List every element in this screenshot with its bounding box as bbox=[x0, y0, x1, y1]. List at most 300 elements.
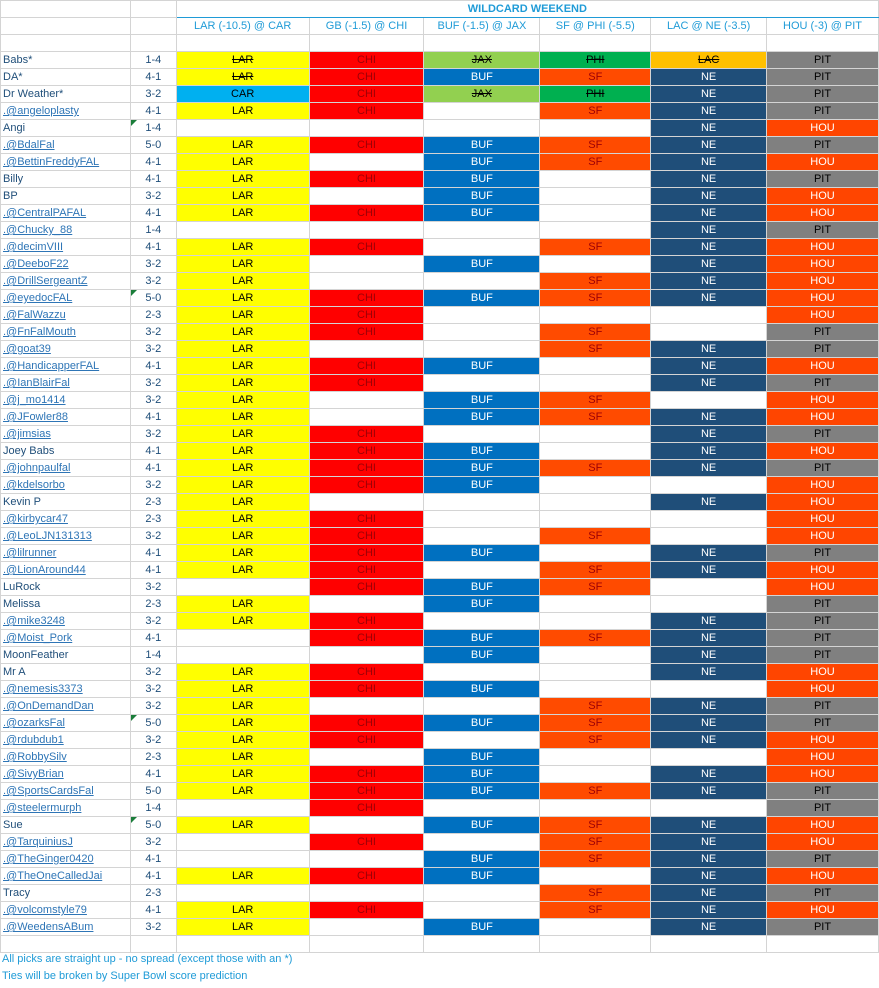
player-name[interactable]: .@DeeboF22 bbox=[1, 256, 131, 273]
pick-cell[interactable]: LAR bbox=[176, 52, 309, 69]
pick-cell[interactable]: BUF bbox=[424, 69, 540, 86]
player-record[interactable]: 4-1 bbox=[130, 766, 176, 783]
pick-cell[interactable]: CHI bbox=[309, 664, 424, 681]
pick-cell[interactable]: NE bbox=[651, 341, 767, 358]
player-record[interactable]: 3-2 bbox=[130, 273, 176, 290]
pick-cell[interactable]: LAR bbox=[176, 290, 309, 307]
player-name[interactable]: .@ozarksFal bbox=[1, 715, 131, 732]
pick-cell[interactable]: CHI bbox=[309, 715, 424, 732]
empty-pick-cell[interactable] bbox=[309, 341, 424, 358]
pick-cell[interactable]: CHI bbox=[309, 511, 424, 528]
empty-cell[interactable] bbox=[424, 35, 540, 52]
empty-cell[interactable] bbox=[309, 936, 424, 953]
pick-cell[interactable]: CHI bbox=[309, 868, 424, 885]
pick-cell[interactable]: LAR bbox=[176, 817, 309, 834]
player-name[interactable]: .@JFowler88 bbox=[1, 409, 131, 426]
empty-pick-cell[interactable] bbox=[424, 562, 540, 579]
player-name[interactable]: .@SivyBrian bbox=[1, 766, 131, 783]
empty-pick-cell[interactable] bbox=[651, 528, 767, 545]
pick-cell[interactable]: HOU bbox=[767, 749, 879, 766]
empty-pick-cell[interactable] bbox=[309, 409, 424, 426]
empty-pick-cell[interactable] bbox=[651, 749, 767, 766]
pick-cell[interactable]: PIT bbox=[767, 783, 879, 800]
player-record[interactable]: 3-2 bbox=[130, 188, 176, 205]
pick-cell[interactable]: PIT bbox=[767, 919, 879, 936]
pick-cell[interactable]: BUF bbox=[424, 817, 540, 834]
pick-cell[interactable]: BUF bbox=[424, 749, 540, 766]
pick-cell[interactable]: NE bbox=[651, 715, 767, 732]
pick-cell[interactable]: HOU bbox=[767, 528, 879, 545]
empty-pick-cell[interactable] bbox=[424, 375, 540, 392]
empty-cell[interactable] bbox=[767, 936, 879, 953]
pick-cell[interactable]: CHI bbox=[309, 800, 424, 817]
pick-cell[interactable]: HOU bbox=[767, 902, 879, 919]
empty-pick-cell[interactable] bbox=[540, 647, 651, 664]
empty-cell[interactable] bbox=[540, 936, 651, 953]
pick-cell[interactable]: CHI bbox=[309, 579, 424, 596]
player-record[interactable]: 3-2 bbox=[130, 426, 176, 443]
player-record[interactable]: 4-1 bbox=[130, 868, 176, 885]
player-record[interactable]: 3-2 bbox=[130, 919, 176, 936]
empty-cell[interactable] bbox=[1, 1, 131, 18]
pick-cell[interactable]: SF bbox=[540, 715, 651, 732]
empty-pick-cell[interactable] bbox=[651, 477, 767, 494]
player-name[interactable]: Sue bbox=[1, 817, 131, 834]
pick-cell[interactable]: SF bbox=[540, 885, 651, 902]
game-header[interactable]: BUF (-1.5) @ JAX bbox=[424, 18, 540, 35]
pick-cell[interactable]: BUF bbox=[424, 409, 540, 426]
empty-pick-cell[interactable] bbox=[424, 341, 540, 358]
empty-pick-cell[interactable] bbox=[309, 596, 424, 613]
empty-pick-cell[interactable] bbox=[309, 494, 424, 511]
pick-cell[interactable]: SF bbox=[540, 69, 651, 86]
pick-cell[interactable]: BUF bbox=[424, 868, 540, 885]
pick-cell[interactable]: CHI bbox=[309, 613, 424, 630]
player-name[interactable]: .@decimVIII bbox=[1, 239, 131, 256]
pick-cell[interactable]: HOU bbox=[767, 205, 879, 222]
pick-cell[interactable]: LAR bbox=[176, 766, 309, 783]
player-name[interactable]: .@BdalFal bbox=[1, 137, 131, 154]
player-name[interactable]: .@rdubdub1 bbox=[1, 732, 131, 749]
pick-cell[interactable]: HOU bbox=[767, 511, 879, 528]
empty-pick-cell[interactable] bbox=[309, 256, 424, 273]
pick-cell[interactable]: CAR bbox=[176, 86, 309, 103]
empty-pick-cell[interactable] bbox=[651, 307, 767, 324]
pick-cell[interactable]: CHI bbox=[309, 732, 424, 749]
pick-cell[interactable]: BUF bbox=[424, 596, 540, 613]
player-record[interactable]: 2-3 bbox=[130, 885, 176, 902]
player-record[interactable]: 3-2 bbox=[130, 528, 176, 545]
pick-cell[interactable]: PIT bbox=[767, 324, 879, 341]
empty-pick-cell[interactable] bbox=[540, 800, 651, 817]
player-name[interactable]: Babs* bbox=[1, 52, 131, 69]
pick-cell[interactable]: LAR bbox=[176, 902, 309, 919]
player-record[interactable]: 4-1 bbox=[130, 443, 176, 460]
pick-cell[interactable]: CHI bbox=[309, 375, 424, 392]
empty-pick-cell[interactable] bbox=[176, 885, 309, 902]
pick-cell[interactable]: HOU bbox=[767, 834, 879, 851]
pick-cell[interactable]: HOU bbox=[767, 766, 879, 783]
pick-cell[interactable]: SF bbox=[540, 392, 651, 409]
pick-cell[interactable]: BUF bbox=[424, 137, 540, 154]
empty-pick-cell[interactable] bbox=[540, 256, 651, 273]
pick-cell[interactable]: LAR bbox=[176, 171, 309, 188]
player-record[interactable]: 4-1 bbox=[130, 239, 176, 256]
player-name[interactable]: .@FalWazzu bbox=[1, 307, 131, 324]
pick-cell[interactable]: CHI bbox=[309, 290, 424, 307]
empty-pick-cell[interactable] bbox=[424, 324, 540, 341]
empty-pick-cell[interactable] bbox=[176, 630, 309, 647]
player-record[interactable]: 4-1 bbox=[130, 205, 176, 222]
pick-cell[interactable]: NE bbox=[651, 766, 767, 783]
empty-pick-cell[interactable] bbox=[540, 545, 651, 562]
pick-cell[interactable]: CHI bbox=[309, 171, 424, 188]
player-name[interactable]: .@HandicapperFAL bbox=[1, 358, 131, 375]
player-name[interactable]: .@Moist_Pork bbox=[1, 630, 131, 647]
empty-pick-cell[interactable] bbox=[309, 817, 424, 834]
player-name[interactable]: Billy bbox=[1, 171, 131, 188]
player-name[interactable]: .@LionAround44 bbox=[1, 562, 131, 579]
player-name[interactable]: .@LeoLJN131313 bbox=[1, 528, 131, 545]
pick-cell[interactable]: HOU bbox=[767, 681, 879, 698]
pick-cell[interactable]: LAR bbox=[176, 341, 309, 358]
pick-cell[interactable]: HOU bbox=[767, 562, 879, 579]
player-name[interactable]: .@nemesis3373 bbox=[1, 681, 131, 698]
player-record[interactable]: 4-1 bbox=[130, 902, 176, 919]
pick-cell[interactable]: NE bbox=[651, 205, 767, 222]
pick-cell[interactable]: CHI bbox=[309, 103, 424, 120]
pick-cell[interactable]: NE bbox=[651, 851, 767, 868]
pick-cell[interactable]: CHI bbox=[309, 52, 424, 69]
pick-cell[interactable]: BUF bbox=[424, 919, 540, 936]
pick-cell[interactable]: NE bbox=[651, 732, 767, 749]
player-record[interactable]: 3-2 bbox=[130, 324, 176, 341]
player-name[interactable]: .@johnpaulfal bbox=[1, 460, 131, 477]
pick-cell[interactable]: PIT bbox=[767, 426, 879, 443]
pick-cell[interactable]: HOU bbox=[767, 392, 879, 409]
empty-pick-cell[interactable] bbox=[540, 358, 651, 375]
pick-cell[interactable]: CHI bbox=[309, 630, 424, 647]
game-header[interactable]: LAC @ NE (-3.5) bbox=[651, 18, 767, 35]
empty-cell[interactable] bbox=[1, 18, 131, 35]
pick-cell[interactable]: BUF bbox=[424, 460, 540, 477]
pick-cell[interactable]: HOU bbox=[767, 494, 879, 511]
pick-cell[interactable]: LAR bbox=[176, 154, 309, 171]
pick-cell[interactable]: BUF bbox=[424, 681, 540, 698]
pick-cell[interactable]: PIT bbox=[767, 222, 879, 239]
pick-cell[interactable]: HOU bbox=[767, 273, 879, 290]
player-record[interactable]: 3-2 bbox=[130, 698, 176, 715]
player-record[interactable]: 3-2 bbox=[130, 732, 176, 749]
pick-cell[interactable]: CHI bbox=[309, 834, 424, 851]
empty-pick-cell[interactable] bbox=[540, 919, 651, 936]
player-name[interactable]: .@volcomstyle79 bbox=[1, 902, 131, 919]
player-name[interactable]: .@j_mo1414 bbox=[1, 392, 131, 409]
pick-cell[interactable]: LAR bbox=[176, 239, 309, 256]
pick-cell[interactable]: HOU bbox=[767, 188, 879, 205]
pick-cell[interactable]: NE bbox=[651, 817, 767, 834]
pick-cell[interactable]: CHI bbox=[309, 69, 424, 86]
pick-cell[interactable]: NE bbox=[651, 256, 767, 273]
empty-pick-cell[interactable] bbox=[540, 664, 651, 681]
pick-cell[interactable]: LAR bbox=[176, 562, 309, 579]
pick-cell[interactable]: PIT bbox=[767, 851, 879, 868]
pick-cell[interactable]: BUF bbox=[424, 647, 540, 664]
pick-cell[interactable]: CHI bbox=[309, 545, 424, 562]
player-record[interactable]: 1-4 bbox=[130, 800, 176, 817]
empty-pick-cell[interactable] bbox=[651, 511, 767, 528]
pick-cell[interactable]: LAR bbox=[176, 596, 309, 613]
pick-cell[interactable]: LAR bbox=[176, 681, 309, 698]
player-record[interactable]: 4-1 bbox=[130, 630, 176, 647]
player-record[interactable]: 4-1 bbox=[130, 460, 176, 477]
pick-cell[interactable]: BUF bbox=[424, 579, 540, 596]
pick-cell[interactable]: NE bbox=[651, 103, 767, 120]
empty-pick-cell[interactable] bbox=[309, 392, 424, 409]
player-record[interactable]: 3-2 bbox=[130, 579, 176, 596]
game-header[interactable]: LAR (-10.5) @ CAR bbox=[176, 18, 309, 35]
empty-pick-cell[interactable] bbox=[540, 749, 651, 766]
pick-cell[interactable]: PIT bbox=[767, 460, 879, 477]
pick-cell[interactable]: BUF bbox=[424, 290, 540, 307]
empty-cell[interactable] bbox=[130, 1, 176, 18]
player-record[interactable]: 1-4 bbox=[130, 52, 176, 69]
pick-cell[interactable]: CHI bbox=[309, 205, 424, 222]
player-name[interactable]: .@steelermurph bbox=[1, 800, 131, 817]
pick-cell[interactable]: LAR bbox=[176, 868, 309, 885]
pick-cell[interactable]: PHI bbox=[540, 86, 651, 103]
pick-cell[interactable]: NE bbox=[651, 834, 767, 851]
player-name[interactable]: .@angeloplasty bbox=[1, 103, 131, 120]
pick-cell[interactable]: LAR bbox=[176, 494, 309, 511]
player-name[interactable]: .@kdelsorbo bbox=[1, 477, 131, 494]
pick-cell[interactable]: PIT bbox=[767, 545, 879, 562]
pick-cell[interactable]: NE bbox=[651, 443, 767, 460]
pick-cell[interactable]: CHI bbox=[309, 562, 424, 579]
game-header[interactable]: GB (-1.5) @ CHI bbox=[309, 18, 424, 35]
pick-cell[interactable]: NE bbox=[651, 868, 767, 885]
player-name[interactable]: .@TheGinger0420 bbox=[1, 851, 131, 868]
pick-cell[interactable]: HOU bbox=[767, 732, 879, 749]
player-name[interactable]: Dr Weather* bbox=[1, 86, 131, 103]
pick-cell[interactable]: CHI bbox=[309, 443, 424, 460]
empty-pick-cell[interactable] bbox=[540, 868, 651, 885]
player-name[interactable]: .@RobbySilv bbox=[1, 749, 131, 766]
pick-cell[interactable]: LAR bbox=[176, 392, 309, 409]
player-record[interactable]: 1-4 bbox=[130, 222, 176, 239]
player-name[interactable]: .@goat39 bbox=[1, 341, 131, 358]
empty-pick-cell[interactable] bbox=[540, 375, 651, 392]
empty-pick-cell[interactable] bbox=[651, 392, 767, 409]
pick-cell[interactable]: HOU bbox=[767, 358, 879, 375]
pick-cell[interactable]: NE bbox=[651, 171, 767, 188]
pick-cell[interactable]: NE bbox=[651, 613, 767, 630]
pick-cell[interactable]: LAR bbox=[176, 443, 309, 460]
pick-cell[interactable]: HOU bbox=[767, 579, 879, 596]
pick-cell[interactable]: LAR bbox=[176, 409, 309, 426]
empty-pick-cell[interactable] bbox=[309, 851, 424, 868]
pick-cell[interactable]: SF bbox=[540, 783, 651, 800]
player-record[interactable]: 3-2 bbox=[130, 681, 176, 698]
pick-cell[interactable]: PIT bbox=[767, 630, 879, 647]
empty-pick-cell[interactable] bbox=[424, 222, 540, 239]
empty-cell[interactable] bbox=[130, 18, 176, 35]
empty-pick-cell[interactable] bbox=[424, 613, 540, 630]
pick-cell[interactable]: NE bbox=[651, 188, 767, 205]
pick-cell[interactable]: HOU bbox=[767, 120, 879, 137]
empty-pick-cell[interactable] bbox=[651, 596, 767, 613]
empty-pick-cell[interactable] bbox=[424, 120, 540, 137]
pick-cell[interactable]: CHI bbox=[309, 307, 424, 324]
empty-pick-cell[interactable] bbox=[540, 766, 651, 783]
pick-cell[interactable]: NE bbox=[651, 120, 767, 137]
pick-cell[interactable]: HOU bbox=[767, 477, 879, 494]
pick-cell[interactable]: LAR bbox=[176, 137, 309, 154]
pick-cell[interactable]: SF bbox=[540, 817, 651, 834]
pick-cell[interactable]: SF bbox=[540, 239, 651, 256]
pick-cell[interactable]: BUF bbox=[424, 392, 540, 409]
pick-cell[interactable]: BUF bbox=[424, 171, 540, 188]
pick-cell[interactable]: BUF bbox=[424, 256, 540, 273]
pick-cell[interactable]: SF bbox=[540, 409, 651, 426]
pick-cell[interactable]: LAR bbox=[176, 664, 309, 681]
pick-cell[interactable]: LAR bbox=[176, 426, 309, 443]
pick-cell[interactable]: NE bbox=[651, 69, 767, 86]
pick-cell[interactable]: BUF bbox=[424, 545, 540, 562]
pick-cell[interactable]: NE bbox=[651, 698, 767, 715]
pick-cell[interactable]: BUF bbox=[424, 188, 540, 205]
player-name[interactable]: .@lilrunner bbox=[1, 545, 131, 562]
pick-cell[interactable]: CHI bbox=[309, 426, 424, 443]
empty-pick-cell[interactable] bbox=[176, 222, 309, 239]
pick-cell[interactable]: NE bbox=[651, 783, 767, 800]
pick-cell[interactable]: LAR bbox=[176, 477, 309, 494]
player-name[interactable]: Melissa bbox=[1, 596, 131, 613]
pick-cell[interactable]: LAR bbox=[176, 375, 309, 392]
pick-cell[interactable]: PIT bbox=[767, 137, 879, 154]
pick-cell[interactable]: LAR bbox=[176, 324, 309, 341]
empty-cell[interactable] bbox=[309, 35, 424, 52]
empty-cell[interactable] bbox=[651, 35, 767, 52]
pick-cell[interactable]: BUF bbox=[424, 443, 540, 460]
player-record[interactable]: 3-2 bbox=[130, 392, 176, 409]
empty-pick-cell[interactable] bbox=[309, 120, 424, 137]
empty-cell[interactable] bbox=[176, 936, 309, 953]
pick-cell[interactable]: HOU bbox=[767, 868, 879, 885]
pick-cell[interactable]: LAR bbox=[176, 307, 309, 324]
pick-cell[interactable]: LAR bbox=[176, 103, 309, 120]
pick-cell[interactable]: NE bbox=[651, 647, 767, 664]
empty-pick-cell[interactable] bbox=[424, 528, 540, 545]
pick-cell[interactable]: HOU bbox=[767, 664, 879, 681]
empty-cell[interactable] bbox=[424, 936, 540, 953]
player-name[interactable]: DA* bbox=[1, 69, 131, 86]
empty-pick-cell[interactable] bbox=[176, 579, 309, 596]
player-name[interactable]: .@OnDemandDan bbox=[1, 698, 131, 715]
pick-cell[interactable]: BUF bbox=[424, 205, 540, 222]
pick-cell[interactable]: PIT bbox=[767, 885, 879, 902]
pick-cell[interactable]: PIT bbox=[767, 103, 879, 120]
pick-cell[interactable]: SF bbox=[540, 630, 651, 647]
pick-cell[interactable]: PIT bbox=[767, 715, 879, 732]
pick-cell[interactable]: LAR bbox=[176, 613, 309, 630]
pick-cell[interactable]: LAR bbox=[176, 188, 309, 205]
pick-cell[interactable]: BUF bbox=[424, 358, 540, 375]
player-record[interactable]: 1-4 bbox=[130, 647, 176, 664]
pick-cell[interactable]: HOU bbox=[767, 307, 879, 324]
empty-pick-cell[interactable] bbox=[540, 596, 651, 613]
empty-pick-cell[interactable] bbox=[309, 749, 424, 766]
pick-cell[interactable]: NE bbox=[651, 222, 767, 239]
player-record[interactable]: 3-2 bbox=[130, 613, 176, 630]
pick-cell[interactable]: SF bbox=[540, 154, 651, 171]
empty-pick-cell[interactable] bbox=[424, 511, 540, 528]
pick-cell[interactable]: LAR bbox=[176, 69, 309, 86]
pick-cell[interactable]: SF bbox=[540, 698, 651, 715]
player-name[interactable]: Joey Babs bbox=[1, 443, 131, 460]
player-record[interactable]: 4-1 bbox=[130, 545, 176, 562]
player-record[interactable]: 5-0 bbox=[130, 137, 176, 154]
player-name[interactable]: LuRock bbox=[1, 579, 131, 596]
pick-cell[interactable]: BUF bbox=[424, 630, 540, 647]
pick-cell[interactable]: LAR bbox=[176, 358, 309, 375]
pick-cell[interactable]: PIT bbox=[767, 613, 879, 630]
pick-cell[interactable]: NE bbox=[651, 885, 767, 902]
empty-pick-cell[interactable] bbox=[651, 324, 767, 341]
pick-cell[interactable]: PIT bbox=[767, 171, 879, 188]
pick-cell[interactable]: NE bbox=[651, 375, 767, 392]
pick-cell[interactable]: HOU bbox=[767, 443, 879, 460]
empty-pick-cell[interactable] bbox=[651, 579, 767, 596]
empty-pick-cell[interactable] bbox=[424, 732, 540, 749]
empty-pick-cell[interactable] bbox=[309, 919, 424, 936]
pick-cell[interactable]: SF bbox=[540, 528, 651, 545]
pick-cell[interactable]: LAR bbox=[176, 545, 309, 562]
empty-pick-cell[interactable] bbox=[424, 307, 540, 324]
pick-cell[interactable]: CHI bbox=[309, 86, 424, 103]
empty-pick-cell[interactable] bbox=[176, 647, 309, 664]
game-header[interactable]: HOU (-3) @ PIT bbox=[767, 18, 879, 35]
empty-cell[interactable] bbox=[130, 936, 176, 953]
pick-cell[interactable]: PHI bbox=[540, 52, 651, 69]
pick-cell[interactable]: NE bbox=[651, 630, 767, 647]
player-record[interactable]: 5-0 bbox=[130, 817, 176, 834]
player-record[interactable]: 2-3 bbox=[130, 511, 176, 528]
player-name[interactable]: .@FnFalMouth bbox=[1, 324, 131, 341]
pick-cell[interactable]: SF bbox=[540, 273, 651, 290]
empty-pick-cell[interactable] bbox=[540, 205, 651, 222]
pick-cell[interactable]: CHI bbox=[309, 528, 424, 545]
pick-cell[interactable]: NE bbox=[651, 664, 767, 681]
player-name[interactable]: MoonFeather bbox=[1, 647, 131, 664]
empty-cell[interactable] bbox=[540, 35, 651, 52]
pick-cell[interactable]: PIT bbox=[767, 647, 879, 664]
empty-pick-cell[interactable] bbox=[309, 222, 424, 239]
pick-cell[interactable]: LAR bbox=[176, 732, 309, 749]
empty-cell[interactable] bbox=[176, 35, 309, 52]
player-record[interactable]: 4-1 bbox=[130, 154, 176, 171]
pick-cell[interactable]: HOU bbox=[767, 817, 879, 834]
pick-cell[interactable]: HOU bbox=[767, 239, 879, 256]
player-record[interactable]: 4-1 bbox=[130, 562, 176, 579]
pick-cell[interactable]: LAR bbox=[176, 698, 309, 715]
player-record[interactable]: 3-2 bbox=[130, 664, 176, 681]
pick-cell[interactable]: HOU bbox=[767, 256, 879, 273]
empty-pick-cell[interactable] bbox=[540, 120, 651, 137]
pick-cell[interactable]: LAR bbox=[176, 273, 309, 290]
pick-cell[interactable]: HOU bbox=[767, 154, 879, 171]
pick-cell[interactable]: NE bbox=[651, 562, 767, 579]
